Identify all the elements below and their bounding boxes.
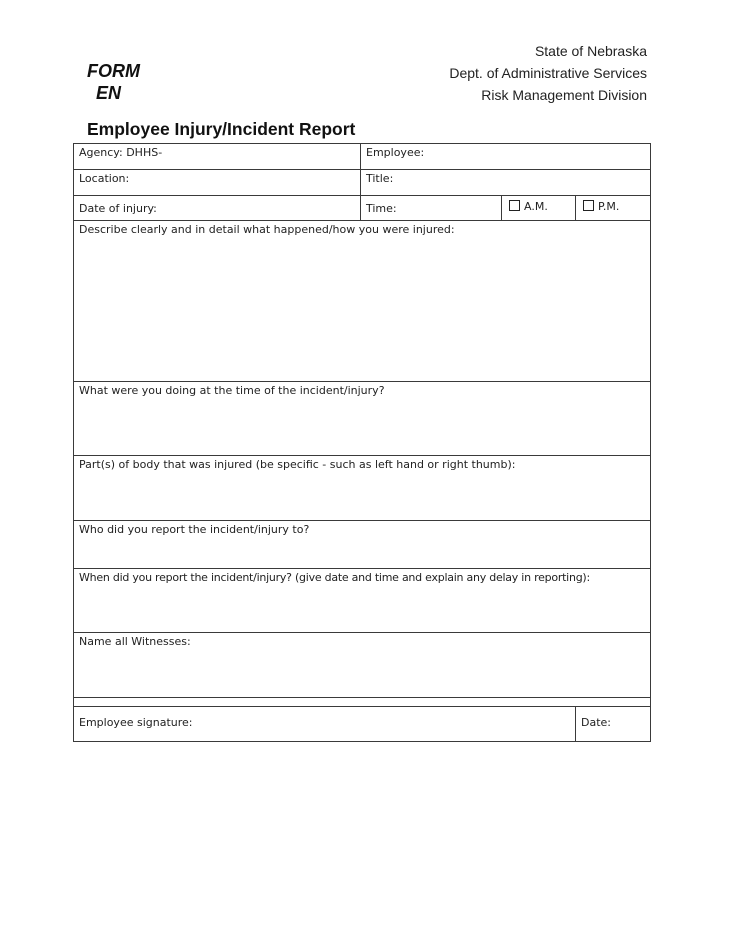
row-doing (74, 382, 651, 456)
row-agency-employee (74, 144, 651, 170)
agency-state: State of Nebraska (534, 43, 647, 59)
location-field[interactable]: Location: (74, 170, 361, 196)
am-option[interactable] (502, 196, 576, 221)
spacer-row (74, 698, 651, 707)
am-label: A.M. (524, 200, 548, 213)
reported-to-field[interactable]: Who did you report the incident/injury to? (74, 521, 651, 569)
date-of-injury-field[interactable]: Date of injury: (74, 196, 361, 221)
report-form-table (73, 143, 651, 742)
time-field[interactable]: Time: (361, 196, 502, 221)
form-code-line1: FORM (87, 61, 140, 81)
row-location-title (74, 170, 651, 196)
agency-field[interactable]: Agency: DHHS- (74, 144, 361, 170)
reported-when-field[interactable]: When did you report the incident/injury? (give date and time and explain any delay in reporting): (74, 569, 651, 633)
am-checkbox[interactable] (509, 200, 520, 211)
witnesses-field[interactable]: Name all Witnesses: (74, 633, 651, 698)
row-date-time (74, 196, 651, 221)
row-reported-to (74, 521, 651, 569)
doing-field[interactable]: What were you doing at the time of the incident/injury? (74, 382, 651, 456)
page-title: Employee Injury/Incident Report (87, 119, 356, 139)
date-field[interactable]: Date: (576, 707, 651, 742)
row-describe (74, 221, 651, 382)
row-witnesses (74, 633, 651, 698)
form-code-line2: EN (96, 83, 122, 103)
row-body-part (74, 456, 651, 521)
row-reported-when (74, 569, 651, 633)
row-signature (74, 707, 651, 742)
agency-dept: Dept. of Administrative Services (449, 65, 647, 81)
agency-header (449, 40, 647, 106)
pm-checkbox[interactable] (583, 200, 594, 211)
employee-field[interactable]: Employee: (361, 144, 651, 170)
pm-option[interactable] (576, 196, 651, 221)
form-code (87, 60, 140, 104)
job-title-field[interactable]: Title: (361, 170, 651, 196)
pm-label: P.M. (598, 200, 620, 213)
body-part-field[interactable]: Part(s) of body that was injured (be specific - such as left hand or right thumb): (74, 456, 651, 521)
agency-division: Risk Management Division (481, 87, 647, 103)
describe-field[interactable]: Describe clearly and in detail what happened/how you were injured: (74, 221, 651, 382)
signature-field[interactable]: Employee signature: (74, 707, 576, 742)
row-spacer (74, 698, 651, 707)
